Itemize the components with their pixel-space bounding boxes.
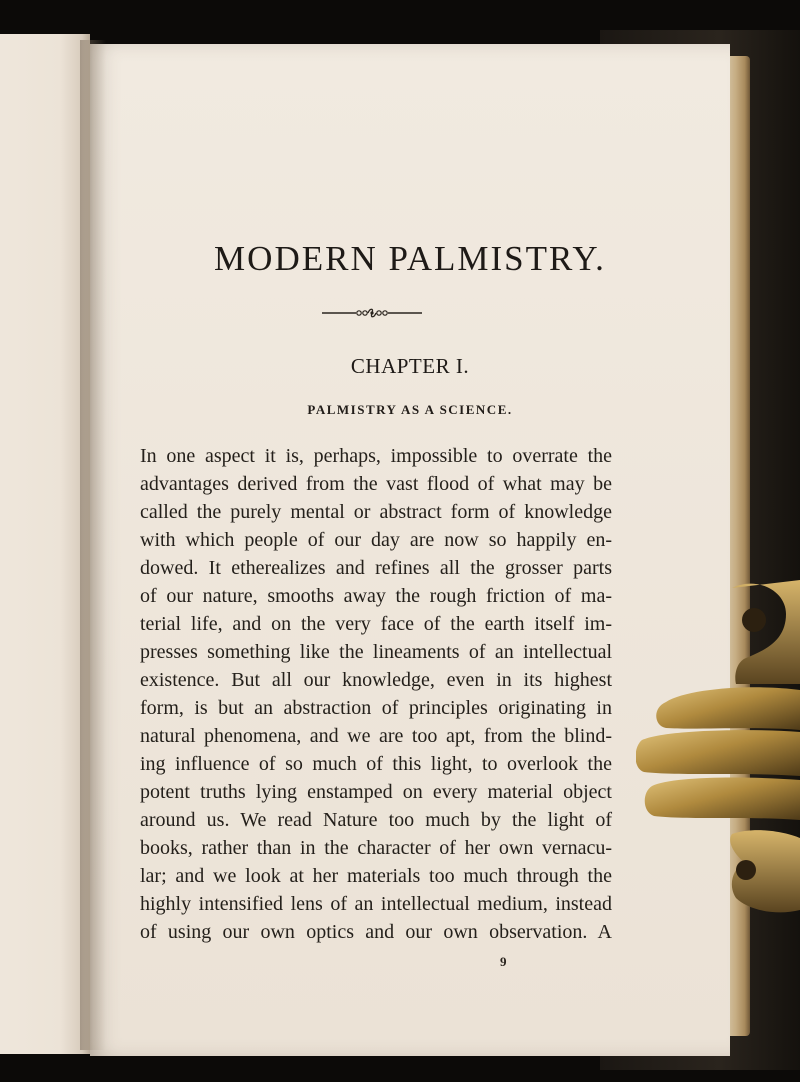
text-line: around us. We read Nature too much by the light of	[140, 809, 612, 831]
text-line: books, rather than in the character of her own vernacu-	[140, 837, 612, 859]
text-line: terial life, and on the very face of the earth itself im-	[140, 613, 612, 635]
text-line: highly intensified lens of an intellectual medium, instead	[140, 893, 612, 915]
right-page	[90, 44, 730, 1056]
text-line: called the purely mental or abstract form of knowledge	[140, 501, 612, 523]
text-line: ing influence of so much of this light, to overlook the	[140, 753, 612, 775]
text-line: form, is but an abstraction of principles originating in	[140, 697, 612, 719]
text-line: In one aspect it is, perhaps, impossible to overrate the	[140, 445, 612, 467]
text-line: presses something like the lineaments of an intellectual	[140, 641, 612, 663]
chapter-heading: CHAPTER I.	[350, 354, 470, 378]
body-paragraph	[140, 442, 612, 946]
chapter-subtitle: PALMISTRY AS A SCIENCE.	[307, 402, 513, 417]
text-line: of our nature, smooths away the rough friction of ma-	[140, 585, 612, 607]
text-line: potent truths lying enstamped on every material object	[140, 781, 612, 803]
text-line: of using our own optics and our own observation. A	[140, 921, 612, 943]
text-line: advantages derived from the vast flood of what may be	[140, 473, 612, 495]
left-page	[0, 34, 90, 1054]
brass-clasp-icon	[636, 580, 800, 920]
page-number: 9	[500, 954, 507, 969]
text-line: natural phenomena, and we are too apt, from the blind-	[140, 725, 612, 747]
text-line: existence. But all our knowledge, even in its highest	[140, 669, 612, 691]
text-line: dowed. It etherealizes and refines all the grosser parts	[140, 557, 612, 579]
book-gutter	[80, 40, 106, 1050]
book-title: MODERN PALMISTRY.	[214, 239, 606, 278]
text-line: with which people of our day are now so happily en-	[140, 529, 612, 551]
ornament-divider-icon	[322, 306, 422, 320]
text-line: lar; and we look at her materials too much through the	[140, 865, 612, 887]
